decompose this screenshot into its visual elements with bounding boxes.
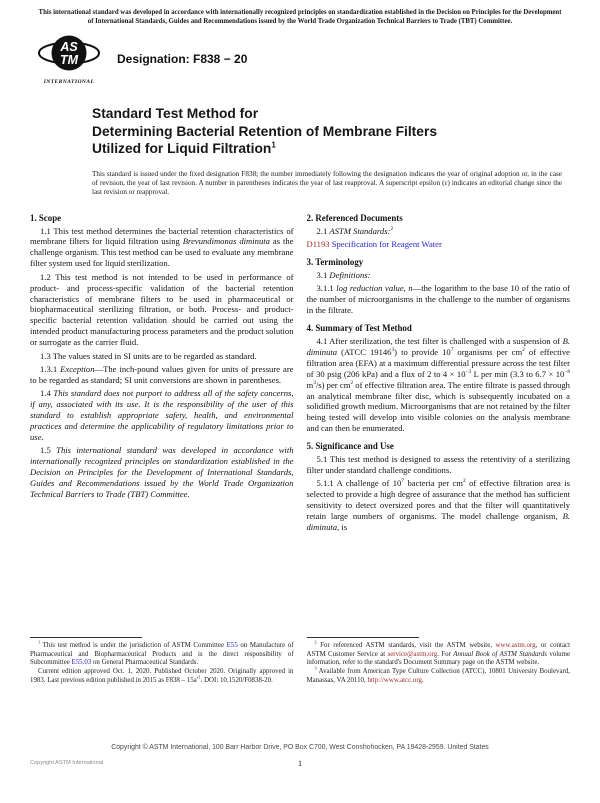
- reference-link[interactable]: E55.03: [71, 659, 92, 667]
- superscript: 2: [350, 379, 354, 386]
- text-segment: on General Pharmaceutical Standards.: [91, 659, 199, 667]
- footnote-divider: [307, 637, 419, 638]
- superscript: 2: [314, 639, 317, 645]
- footnote: [306, 639, 571, 668]
- text-segment: Current edition approved Oct. 1, 2020. Published October 2020. Originally approved in 1983. Last previous edition published in 2015 as F838 – 15a: [30, 668, 294, 684]
- title-block: [92, 105, 564, 158]
- logo-text-top: AS: [60, 40, 78, 55]
- column-body: [307, 212, 571, 536]
- reference-link[interactable]: E55: [226, 642, 238, 650]
- text-segment: /s) per cm: [315, 379, 351, 390]
- text-segment: B. diminuta: [306, 511, 570, 533]
- text-segment: 1.3 The values stated in SI units are to be regarded as standard.: [40, 350, 257, 361]
- superscript: 1: [38, 639, 41, 645]
- text-segment: 5.1 This test method is designed to assess the retentivity of a sterilizing filter under standard challenge conditions.: [306, 454, 570, 476]
- paragraph: [307, 478, 571, 533]
- text-segment: .: [421, 676, 424, 684]
- reference-link[interactable]: service@astm.org: [387, 650, 438, 658]
- text-segment: Definitions:: [329, 269, 371, 280]
- superscript: −8: [564, 368, 570, 375]
- section-heading: 3. Terminology: [306, 256, 364, 267]
- text-segment: ASTM Standards:: [329, 225, 391, 236]
- superscript: ε1: [196, 674, 201, 680]
- paragraph: [307, 239, 571, 250]
- section-heading: 2. Referenced Documents: [306, 212, 403, 223]
- footnotes-block: [30, 637, 294, 686]
- masthead: [33, 33, 600, 85]
- text-segment: This international standard was developed in accordance with internationally recognized principles on standardization established in the Decision on Principles for the Development of International Standards, Guides and Recommendations issued by the World Trade Organization Technical Barriers to Trade (TBT) Committee.: [30, 445, 294, 499]
- text-segment: This standard does not purport to address all of the safety concerns, if any, associated with its use. It is the responsibility of the user of this standard to establish appropriate safety, health, and environmental practices and determine the applicability of regulatory limitations prior to use.: [30, 388, 294, 442]
- text-segment: of effective filtration area. The entire filtrate is passed through an analytical membrane filter disc, which is subsequently incubated on a solidified growth medium. Microorganisms that are not retained by the filter being tested will develop into visible colonies on the analysis membrane and can then be enumerated.: [306, 379, 570, 434]
- paragraph: [307, 226, 571, 237]
- title-line-1: Standard Test Method for: [92, 106, 259, 122]
- superscript: 3: [314, 665, 317, 671]
- astm-logo: [33, 33, 105, 85]
- text-segment: ) to provide 10: [394, 346, 451, 357]
- text-segment: of effective filtration area is selected to provide a high degree of assurance that the method has sufficient sensitivity to detect oversized pores and that the filter will quantitatively retain large numbers of organisms. The model challenge organism,: [306, 478, 571, 522]
- text-segment: 5.1.1 A challenge of 10: [316, 478, 402, 489]
- logo-international-label: INTERNATIONAL: [43, 79, 95, 86]
- paragraph: [30, 445, 294, 500]
- text-segment: 1.4: [40, 388, 54, 399]
- text-segment: —The inch-pound values given for units of pressure are to be regarded as standard; SI unit conversions are shown in parentheses.: [30, 363, 294, 385]
- title-line-2: Determining Bacterial Retention of Membrane Filters: [92, 123, 437, 139]
- superscript: 2: [463, 478, 466, 485]
- text-segment: as the challenge organism. This test method can be used to evaluate any membrane filter system used for liquid sterilization.: [30, 236, 294, 269]
- text-segment: 4.1 After sterilization, the test filter is challenged with a suspension of: [316, 336, 563, 347]
- footnote: [30, 639, 294, 668]
- text-segment: , or contact ASTM Customer Service at: [306, 642, 570, 658]
- paragraph: [307, 454, 571, 476]
- reference-link[interactable]: D1193: [306, 238, 330, 249]
- copyright-watermark: Copyright ASTM International: [30, 759, 104, 766]
- paragraph: [307, 336, 571, 434]
- body-columns: [30, 212, 570, 686]
- text-segment: Available from American Type Culture Collection (ATCC), 10801 University Boulevard, Manassas, VA 20110,: [306, 668, 570, 684]
- text-segment: , is: [337, 522, 348, 533]
- title-line-3-text: Utilized for Liquid Filtration: [92, 141, 272, 157]
- superscript: 2: [390, 225, 394, 232]
- astm-logo-icon: [37, 33, 101, 77]
- superscript: 3: [313, 379, 316, 386]
- superscript: 2: [522, 347, 525, 354]
- reference-link[interactable]: www.astm.org: [495, 642, 536, 650]
- text-segment: 1.1 This test method determines the bacterial retention characteristics of membrane filters for liquid filtration using: [30, 225, 294, 247]
- tbt-note: This international standard was developed in accordance with internationally recognized principles on standardization established in the Decision on Principles for the Development of International Standards, Guides and Recommendations issued by the World Trade Organization Technical Barriers to Trade (TBT) Committee.: [38, 9, 562, 25]
- text-segment: Exception: [60, 363, 95, 374]
- section-heading: 5. Significance and Use: [306, 441, 394, 452]
- superscript: −3: [465, 368, 472, 375]
- footnote-divider: [30, 637, 142, 638]
- column-left: [30, 212, 294, 686]
- title-footnote-marker: 1: [271, 140, 276, 150]
- paragraph: [30, 364, 294, 386]
- text-segment: 1.5: [40, 445, 57, 456]
- superscript: 7: [450, 347, 454, 354]
- paragraph: [30, 272, 294, 348]
- text-segment: . DOI: 10.1520/F0838-20.: [200, 676, 273, 684]
- text-segment: volume information, refer to the standard's Document Summary page on the ASTM website.: [306, 650, 571, 667]
- text-segment: —the logarithm to the base 10 of the ratio of the number of microorganisms in the challenge to the number of organisms in the filtrate.: [306, 283, 570, 316]
- reference-link[interactable]: http://www.atcc.org: [367, 676, 422, 684]
- column-body: [30, 212, 294, 503]
- text-segment: L per min (3.3 to 6.7 × 10: [471, 368, 565, 379]
- text-segment: on Manufacture of Pharmaceutical and Biopharmaceutical Products and is the direct responsibility of Subcommittee: [30, 642, 294, 667]
- text-segment: B. diminuta: [306, 336, 570, 357]
- text-segment: This test method is under the jurisdiction of ASTM Committee: [40, 642, 227, 650]
- text-segment: (ATCC 19146: [337, 346, 392, 357]
- page-number: 1: [297, 757, 303, 768]
- footnotes-block: [307, 637, 571, 686]
- copyright-line: Copyright © ASTM International, 100 Barr Harbor Drive, PO Box C700, West Conshohocken, PA 19428-2959. United States: [111, 743, 489, 751]
- footnote: [30, 668, 294, 685]
- text-segment: log reduction value, n: [336, 283, 413, 294]
- footnote: [306, 665, 571, 685]
- paragraph: [307, 270, 571, 281]
- text-segment: 3.1: [316, 269, 330, 280]
- text-segment: Annual Book of ASTM Standards: [453, 650, 547, 658]
- section-heading: 4. Summary of Test Method: [306, 323, 412, 334]
- footer-row: [0, 758, 600, 772]
- text-segment: . For: [437, 650, 454, 658]
- paragraph: [307, 283, 571, 316]
- reference-link[interactable]: Specification for Reagent Water: [329, 238, 442, 249]
- paragraph: [30, 388, 294, 443]
- text-segment: of effective filtration area (EFA) at a maximum differential pressure across the test filter of 30 psig (206 kPa) and a flux of 2 to 4 × 10: [306, 346, 571, 379]
- superscript: 7: [401, 478, 405, 485]
- text-segment: Brevundimonas diminuta: [182, 236, 270, 247]
- text-segment: 2.1: [316, 225, 330, 236]
- text-segment: organisms per cm: [453, 346, 523, 357]
- superscript: 3: [391, 347, 395, 354]
- text-segment: 1.2 This test method is not intended to be used in performance of product- and process-specific validation of the bacterial retention characteristics of membrane filters to be used in pharmaceutical or biopharmaceutical sterilizing filtration, or both. Process- and product-specific bacterial retention validation should be carried out using the intended product manufacturing process parameters and the product solution or surrogate as the carrier fluid.: [30, 271, 294, 348]
- paragraph: [30, 351, 294, 362]
- column-right: [307, 212, 571, 686]
- logo-text-bottom: TM: [59, 53, 79, 68]
- section-heading: 1. Scope: [30, 212, 62, 223]
- text-segment: bacteria per cm: [404, 478, 463, 489]
- text-segment: For referenced ASTM standards, visit the ASTM website,: [316, 642, 496, 650]
- text-segment: m: [306, 379, 314, 390]
- text-segment: 3.1.1: [316, 283, 337, 294]
- title-line-3: [92, 140, 564, 158]
- paragraph: [30, 226, 294, 270]
- issue-note: This standard is issued under the fixed designation F838; the number immediately following the designation indicates the year of original adoption or, in the case of revision, the year of last revision. A number in parentheses indicates the year of last reapproval. A superscript epsilon (ε) indicates an editorial change since the last revision or reapproval.: [92, 169, 562, 197]
- designation: Designation: F838 − 20: [117, 52, 248, 67]
- text-segment: 1.3.1: [40, 363, 61, 374]
